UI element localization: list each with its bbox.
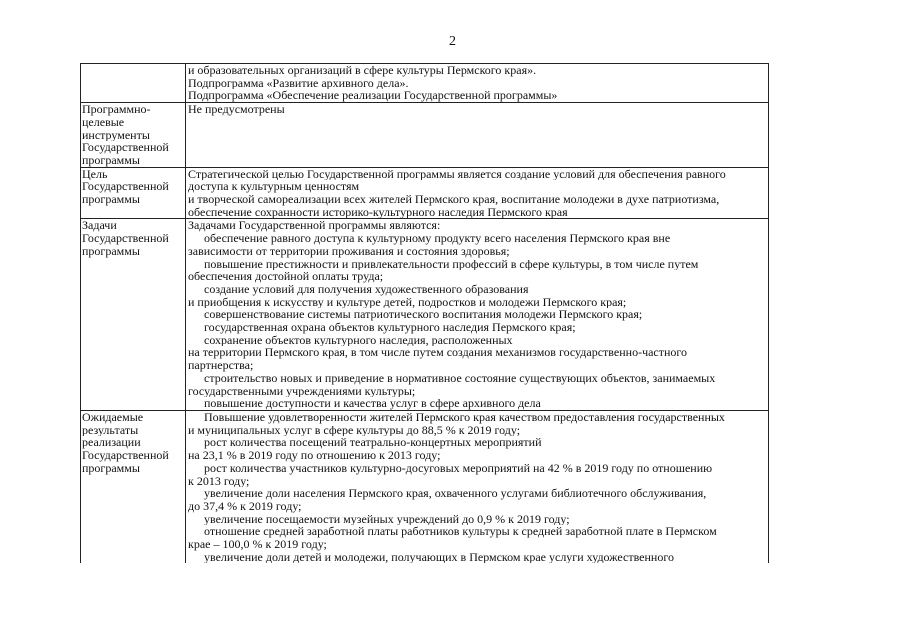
content-line: Стратегической целью Государственной программы является создание условий для обеспечения равного [188,167,726,181]
row-label-line: программы [82,461,140,475]
table-row [81,64,769,103]
table-row [81,103,769,168]
row-content-cell [186,167,769,219]
row-content-cell [186,103,769,168]
row-label-line: программы [82,153,140,167]
row-label-line: Цель [82,167,108,181]
row-label-cell [81,103,186,168]
page-number: 2 [449,34,456,49]
row-label-line: Программно- [82,103,151,116]
content-line: Задачами Государственной программы являются: [188,219,441,233]
content-line: увеличение доли населения Пермского края, охваченного услугами библиотечного обслуживания, [204,487,707,500]
table-row [81,410,769,563]
content-line: строительство новых и приведение в нормативное состояние существующих объектов, занимаемых [204,371,716,385]
row-label-line: Государственной [82,449,169,462]
content-line: сохранение объектов культурного наследия, расположенных [204,333,513,347]
content-line: отношение средней заработной платы работников культуры к средней заработной плате в Пермском [204,525,717,539]
content-line: увеличение доли детей и молодежи, получающих в Пермском крае услуги художественного [204,550,674,564]
content-line: на 23,1 % в 2019 году по отношению к 2013 году; [188,449,441,462]
content-line: зависимости от территории проживания и состояния здоровья; [188,244,510,258]
content-line: и муниципальных услуг в сфере культуры до 88,5 % к 2019 году; [188,423,521,437]
row-label-line: целевые [82,115,125,129]
table-row [81,219,769,411]
content-line: рост количества посещений театрально-концертных мероприятий [204,436,542,450]
content-line: повышение доступности и качества услуг в сфере архивного дела [204,397,541,410]
content-line: государственными учреждениями культуры; [188,384,416,398]
row-label-line: Государственной [82,180,169,194]
row-label-line: инструменты [82,128,150,142]
row-label-cell [81,64,186,103]
row-label-cell [81,167,186,219]
row-label-line: Задачи [82,219,117,233]
content-line: совершенствование системы патриотического воспитания молодежи Пермского края; [204,308,643,322]
content-line: повышение престижности и привлекательности профессий в сфере культуры, в том числе путем [204,257,699,271]
content-line: и творческой самореализации всех жителей Пермского края, воспитание молодежи в духе патриотизма, [188,193,720,206]
content-line: крае – 100,0 % к 2019 году; [188,538,327,551]
row-content-cell [186,64,769,103]
row-label-cell [81,410,186,563]
row-label-line: Ожидаемые [82,410,144,424]
table-row [81,167,769,219]
row-label-cell [81,219,186,411]
content-line: увеличение посещаемости музейных учреждений до 0,9 % к 2019 году; [204,512,570,526]
content-line: обеспечения достойной оплаты труда; [188,270,384,283]
row-label-line: программы [82,244,140,258]
content-line: и образовательных организаций в сфере культуры Пермского края». [188,64,537,77]
content-line: Не предусмотрены [188,103,285,116]
content-line: партнерства; [188,359,254,372]
content-line: Подпрограмма «Обеспечение реализации Государственной программы» [188,89,558,103]
row-label-line: Государственной [82,141,169,154]
content-line: обеспечение равного доступа к культурному продукту всего населения Пермского края вне [204,232,671,245]
content-line: и приобщения к искусству и культуре детей, подростков и молодежи Пермского края; [188,295,627,309]
content-line: на территории Пермского края, в том числе путем создания механизмов государственно-частного [188,346,688,360]
content-line: создание условий для получения художественного образования [204,282,529,296]
row-label-line: программы [82,193,140,206]
row-content-cell [186,219,769,411]
content-line: к 2013 году; [188,474,250,488]
row-content-cell [186,410,769,563]
content-line: обеспечение сохранности историко-культурного наследия Пермского края [188,205,568,219]
row-label-line: Государственной [82,232,169,245]
content-line: Повышение удовлетворенности жителей Пермского края качеством предоставления государственных [204,410,725,424]
content-line: рост количества участников культурно-досуговых мероприятий на 42 % в 2019 году по отношению [204,461,713,475]
row-label-line: результаты [82,423,139,437]
content-line: до 37,4 % к 2019 году; [188,499,302,513]
row-label-line: реализации [82,436,141,450]
content-line: Подпрограмма «Развитие архивного дела». [188,76,409,90]
content-line: доступа к культурным ценностям [188,180,360,194]
program-passport-table [80,63,769,563]
content-line: государственная охрана объектов культурного наследия Пермского края; [204,321,576,334]
